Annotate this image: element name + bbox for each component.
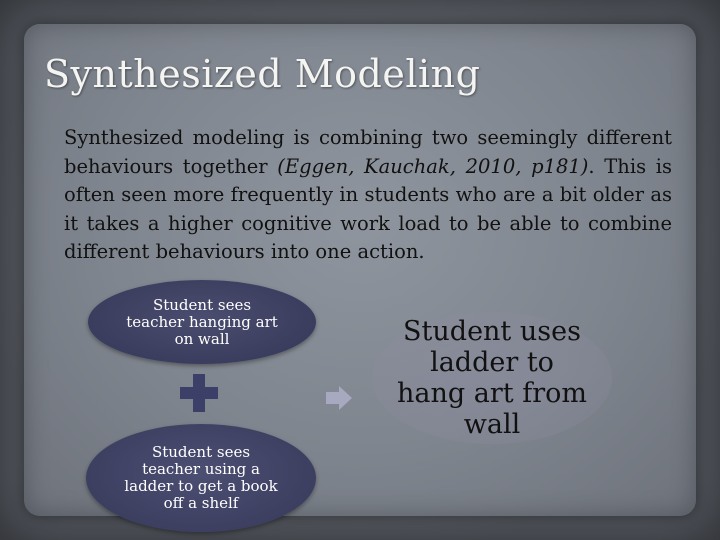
body-text-rest: . This is often seen more frequently in students who are a bit older as it takes a higher cognitive work load to be able to combine different behaviours into one action. — [64, 154, 672, 263]
citation: (Eggen, Kauchak, 2010, p181) — [277, 154, 589, 178]
behaviour-2-label: Student sees teacher using a ladder to get a book off a shelf — [124, 443, 278, 512]
body-text: Synthesized modeling is combining two seemingly different behaviours together — [64, 126, 672, 178]
behaviour-1-label: Student sees teacher hanging art on wall — [126, 295, 278, 348]
right-arrow-icon — [326, 386, 352, 410]
result-ellipse — [372, 312, 612, 444]
result-label: Student uses ladder to hang art from wall — [397, 316, 587, 440]
slide-body — [64, 124, 672, 267]
behaviour-2-ellipse — [86, 424, 316, 532]
plus-icon — [180, 374, 218, 412]
behaviour-1-ellipse — [88, 280, 316, 364]
slide-title: Synthesized Modeling — [44, 52, 481, 96]
